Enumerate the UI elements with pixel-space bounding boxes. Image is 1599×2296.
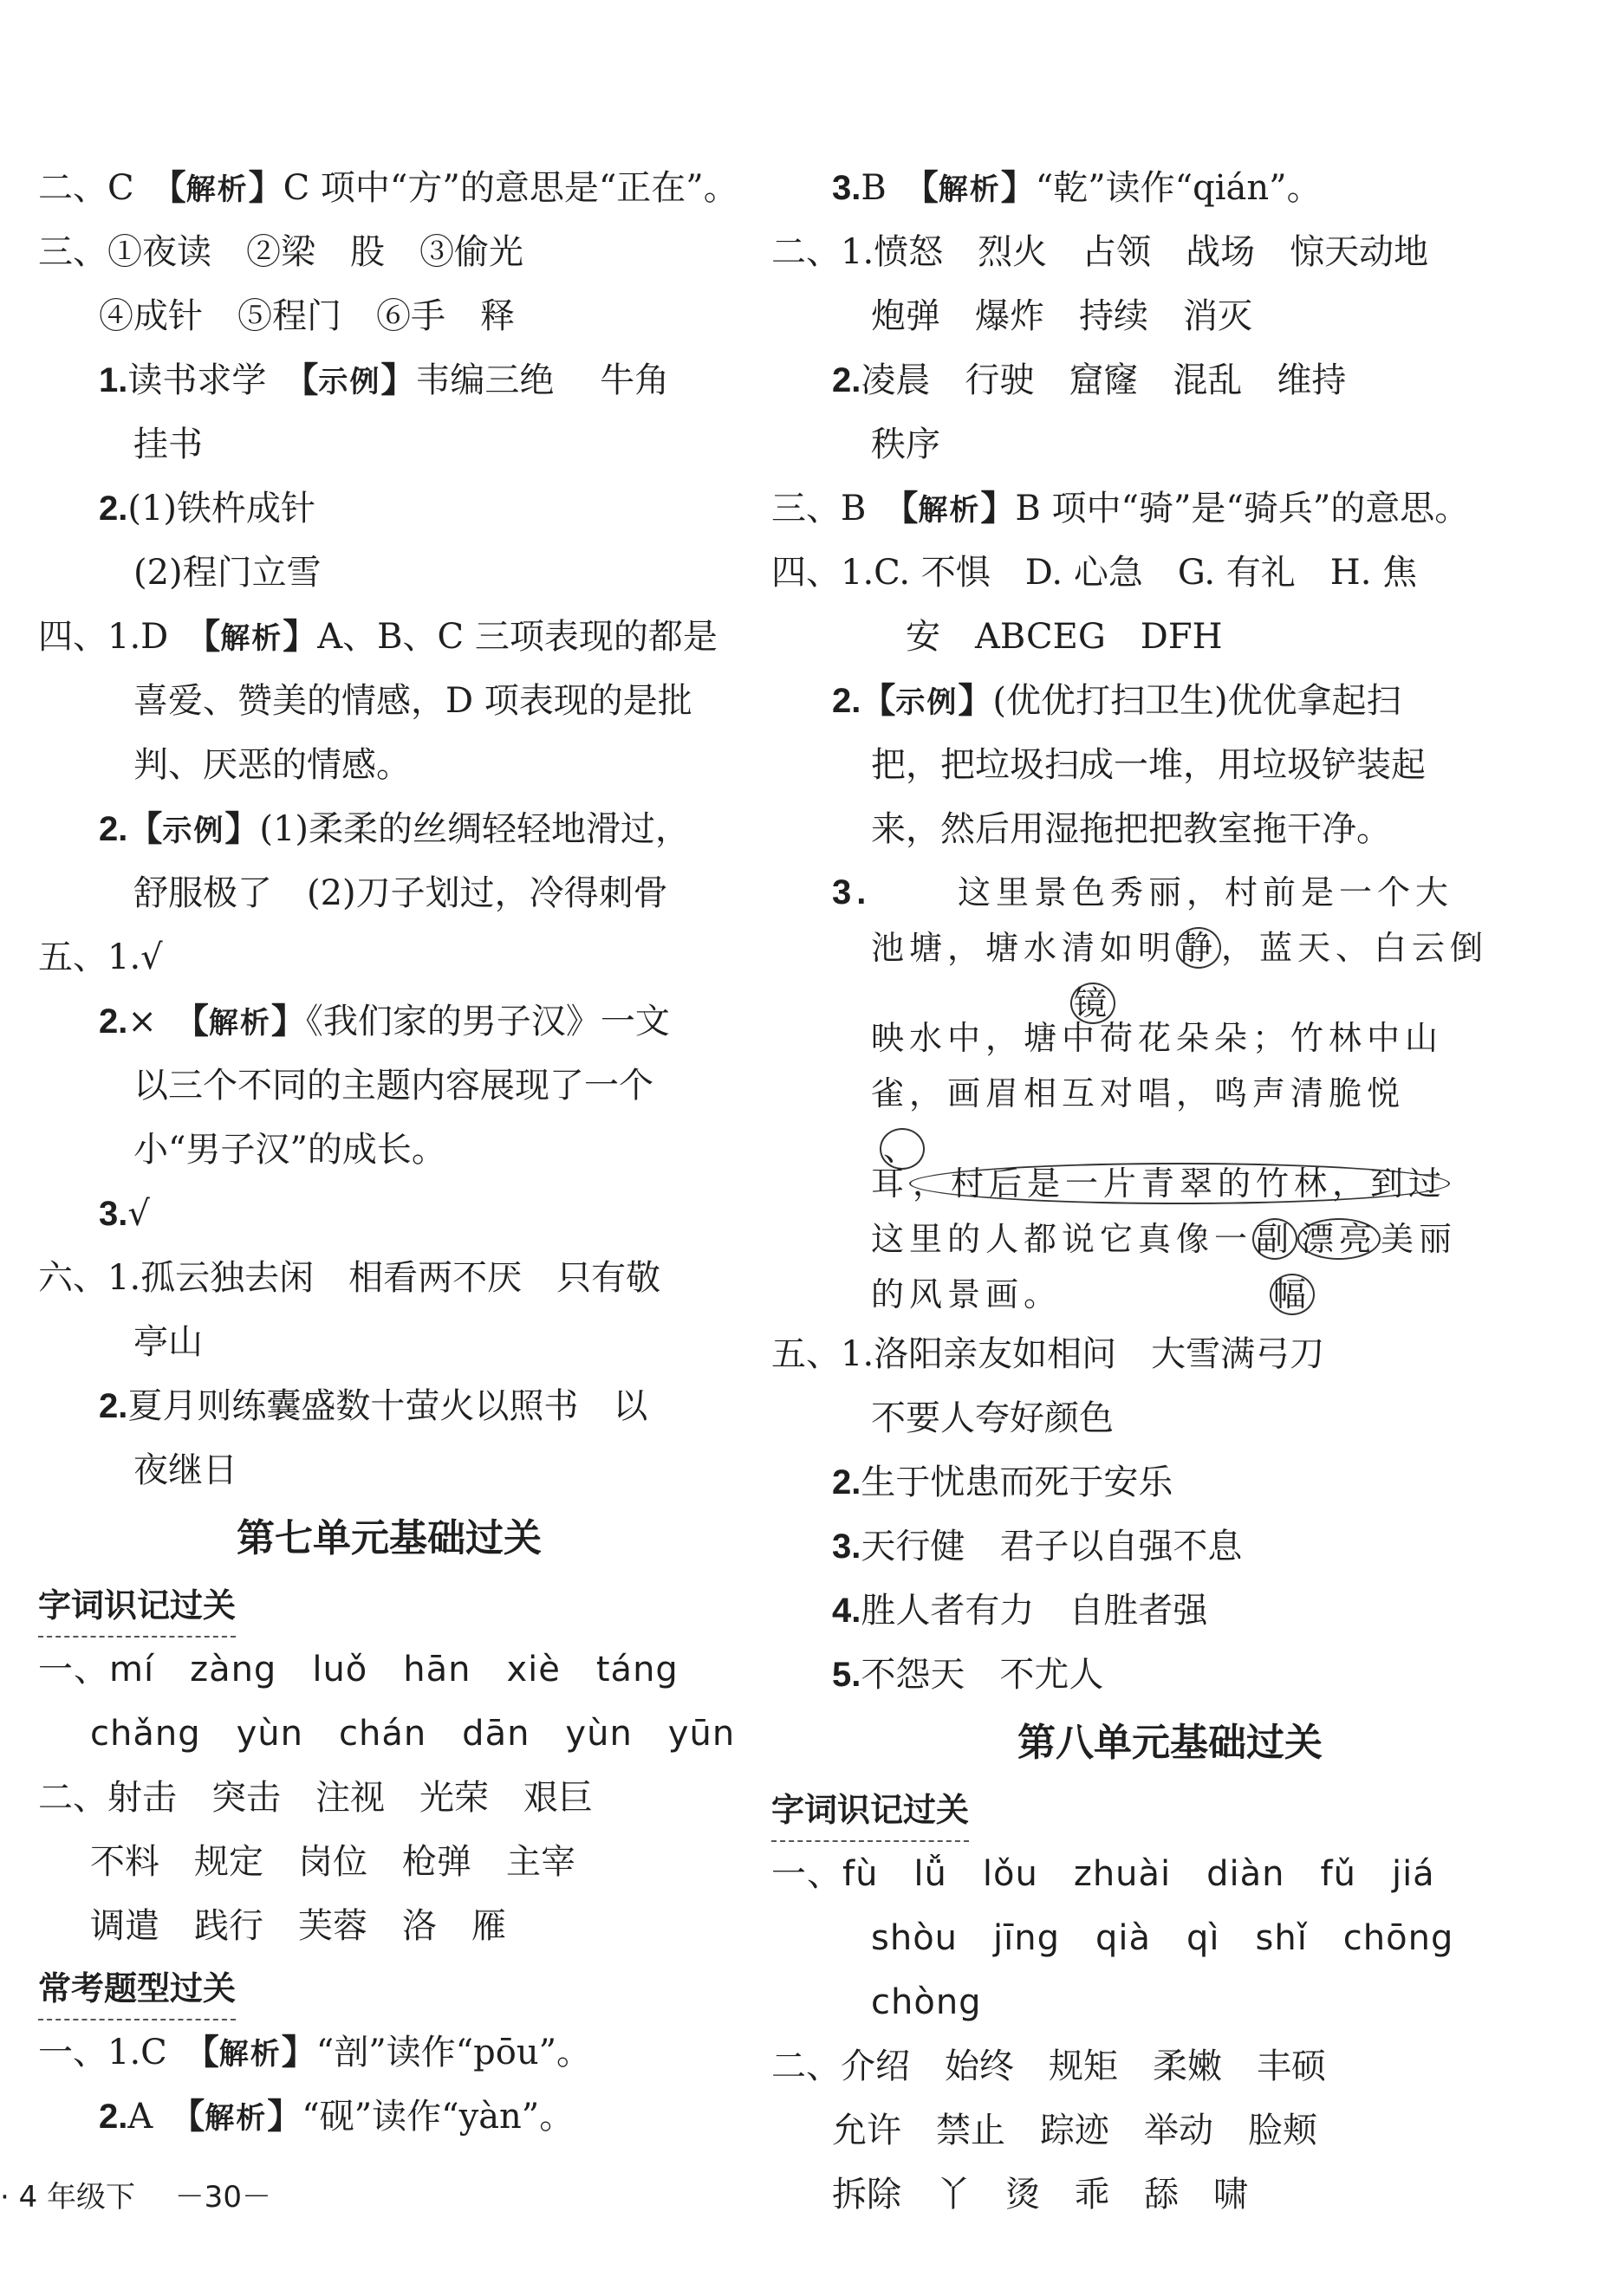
essay-line: 池塘，塘水清如明 静 ，蓝天、白云倒 [871,929,1489,967]
correction-line [871,976,1569,1022]
answer-line: 2.【示例】(1)柔柔的丝绸轻轻地滑过， [99,809,691,849]
word-line: 不料 规定 岗位 枪弹 主宰 [90,1842,575,1882]
essay-line: 映水中，塘中荷花朵朵；竹林中山 [871,1019,1444,1057]
pinyin-line: 一、fù lǚ lǒu zhuài diàn fǔ jiá [771,1854,1435,1894]
section-subtitle: 字词识记过关 [38,1575,236,1638]
grade-label: · 4 年级下 [0,2180,136,2215]
essay-line: 雀，画眉相互对唱，鸣声清脆悦 [871,1074,1406,1112]
page-footer [0,2173,271,2215]
left-column [38,156,740,2149]
pinyin-line: 一、mí zàng luǒ hān xiè táng [38,1650,679,1690]
answer-line: 2.A 【解析】“砚”读作“yàn”。 [99,2097,575,2137]
essay-line: 耳 ，村后是一片青翠的竹林，到过 [871,1156,1569,1211]
correction-mark: 幅 [1270,1274,1315,1315]
example-tag: 示例 [162,814,225,848]
essay-line: 的风景画。 幅 [871,1267,1569,1322]
answer-line: 1.读书求学 【示例】韦编三绝 牛角 [99,360,670,400]
analysis-tag: 解析 [218,2037,282,2072]
section-subtitle: 字词识记过关 [771,1780,969,1842]
answer-line: 一、1.C 【解析】“剖”读作“pōu”。 [38,2033,592,2072]
answer-line: (2)程门立雪 [133,553,322,593]
answer-line: ④成针 ⑤程门 ⑥手 释 [99,296,515,336]
page-number: －30－ [174,2180,271,2215]
answer-line: 3.天行健 君子以自强不息 [832,1527,1243,1566]
answer-line: 2.夏月则练囊盛数十萤火以照书 以 [99,1386,648,1426]
essay-line: 这里景色秀丽，村前是一个大 [958,873,1454,911]
word-line: 二、射击 突击 注视 光荣 艰巨 [38,1778,593,1818]
pinyin-line: shòu jīng qià qì shǐ chōng [871,1918,1454,1958]
answer-line: 把，把垃圾扫成一堆，用垃圾铲装起 [871,745,1426,785]
example-tag: 示例 [318,365,381,399]
circled-phrase: 漂亮 [1297,1218,1381,1260]
answer-line: 四、1.C. 不惧 D. 心急 G. 有礼 H. 焦 [771,553,1418,593]
answer-line: 2.生于忧患而死于安乐 [832,1463,1173,1502]
analysis-tag: 解析 [208,1006,271,1041]
word-line: 拆除 丫 烫 乖 舔 啸 [832,2175,1248,2215]
analysis-tag: 解析 [205,2101,268,2136]
answer-line: 四、1.D 【解析】A、B、C 三项表现的都是 [38,617,718,657]
answer-line: 5.不怨天 不尤人 [832,1655,1104,1695]
answer-line: 小“男子汉”的成长。 [133,1130,446,1170]
unit-title: 第七单元基础过关 [237,1516,542,1560]
answer-line: 三、B 【解析】B 项中“骑”是“骑兵”的意思。 [771,489,1470,529]
word-line: 允许 禁止 踪迹 举动 脸颊 [832,2111,1317,2150]
answer-line: 3.√ [99,1194,150,1234]
answer-line: 安 ABCEG DFH [906,617,1223,657]
answer-line: 不要人夸好颜色 [871,1398,1114,1438]
answer-line: 炮弹 爆炸 持续 消灭 [871,296,1252,336]
circled-error: 静 [1176,927,1221,969]
right-column [771,156,1569,2227]
answer-line: 五、1.√ [38,937,163,977]
answer-line: 2.× 【解析】《我们家的男子汉》一文 [99,1002,670,1041]
answer-line: 夜继日 [133,1450,237,1490]
unit-title: 第八单元基础过关 [1017,1721,1323,1765]
section-subtitle: 常考题型过关 [38,1958,236,2020]
analysis-tag: 解析 [220,621,283,656]
answer-line: 2.凌晨 行驶 窟窿 混乱 维持 [832,360,1347,400]
answer-line: 二、1.愤怒 烈火 占领 战场 惊天动地 [771,232,1429,272]
corrected-essay [771,865,1569,1322]
example-tag: 示例 [895,685,959,720]
answer-line: 挂书 [133,425,203,464]
circled-phrase: ，村后是一片青翠的竹林，到过 [909,1163,1450,1204]
answer-line: 六、1.孤云独去闲 相看两不厌 只有敬 [38,1258,661,1298]
correction-line [871,1121,1569,1168]
answer-line: 判、厌恶的情感。 [133,745,411,785]
answer-line: 五、1.洛阳亲友如相问 大雪满弓刀 [771,1334,1325,1374]
pinyin-line: chòng [871,1982,982,2022]
answer-line: 4.胜人者有力 自胜者强 [832,1591,1208,1631]
analysis-tag: 解析 [938,172,1001,207]
analysis-tag: 解析 [185,172,249,207]
correction-mark: 、 [880,1128,925,1170]
correction-mark: 镜 [1070,983,1115,1024]
essay-line: 这里的人都说它真像一 副 漂亮 美丽 [871,1220,1458,1258]
answer-line: 喜爱、赞美的情感，D 项表现的是批 [133,681,692,721]
answer-line: 三、①夜读 ②梁 股 ③偷光 [38,232,523,272]
answer-line: 亭山 [133,1322,203,1362]
word-line: 二、介绍 始终 规矩 柔嫩 丰硕 [771,2046,1326,2086]
answer-line: 二、C 【解析】C 项中“方”的意思是“正在”。 [38,168,738,208]
answer-line: 来，然后用湿拖把把教室拖干净。 [871,809,1391,849]
word-line: 调遣 践行 芙蓉 洛 雁 [90,1906,506,1946]
answer-line: 3.B 【解析】“乾”读作“qián”。 [832,168,1322,208]
answer-line: 秩序 [871,425,940,464]
answer-line: 舒服极了 (2)刀子划过，冷得刺骨 [133,873,668,913]
pinyin-line: chǎng yùn chán dān yùn yūn [90,1714,736,1754]
answer-line: 2.(1)铁杵成针 [99,489,316,529]
answer-line: 2.【示例】(优优打扫卫生)优优拿起扫 [832,681,1401,721]
question-number: 3. [832,873,872,911]
circled-error: 副 [1252,1218,1297,1260]
answer-line: 以三个不同的主题内容展现了一个 [133,1066,653,1106]
analysis-tag: 解析 [918,493,981,528]
